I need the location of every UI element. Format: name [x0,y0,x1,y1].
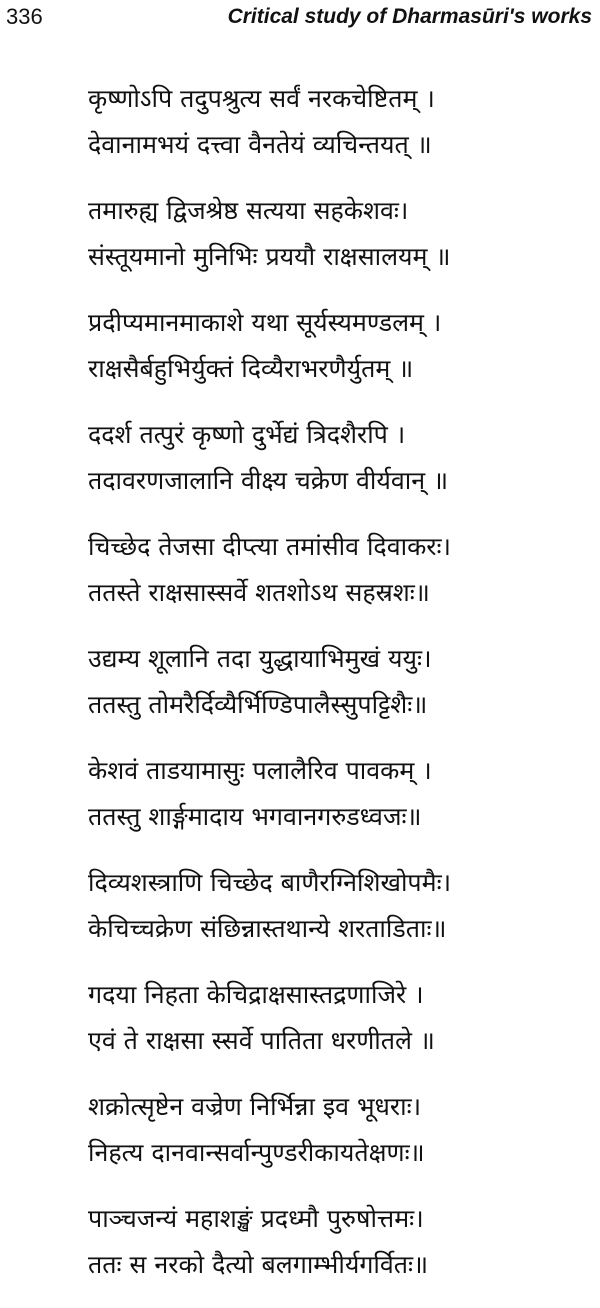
verse-line: केचिच्चक्रेण संछिन्नास्तथान्ये शरताडिताः॥ [88,914,447,943]
verse-line: कृष्णोऽपि तदुपश्रुत्य सर्वं नरकचेष्टितम् । [88,84,435,113]
verse-line: तदावरणजालानि वीक्ष्य चक्रेण वीर्यवान् ॥ [88,466,449,495]
verse-line: ततस्तु तोमरैर्दिव्यैर्भिण्डिपालैस्सुपट्टिशैः॥ [88,690,428,719]
verse-line: प्रदीप्यमानमाकाशे यथा सूर्यस्यमण्डलम् । [88,308,442,337]
verse-line: एवं ते राक्षसा स्सर्वे पातिता धरणीतले ॥ [88,1026,435,1055]
verse-line: केशवं ताडयामासुः पलालैरिव पावकम् । [88,756,432,785]
verse-list [88,76,600,1308]
verse-line: ततस्ते राक्षसास्सर्वे शतशोऽथ सहस्रशः॥ [88,578,430,607]
page-header [0,4,600,36]
verse-10 [88,1084,600,1196]
verse-9 [88,972,600,1084]
verse-line: दिव्यशस्त्राणि चिच्छेद बाणैरग्निशिखोपमैः। [88,868,452,897]
verse-2 [88,188,600,300]
verse-6 [88,636,600,748]
verse-line: गदया निहता केचिद्राक्षसास्तद्रणाजिरे । [88,980,424,1009]
verse-3 [88,300,600,412]
verse-11 [88,1196,600,1308]
verse-line: ततस्तु शार्ङ्गमादाय भगवानगरुडध्वजः॥ [88,802,422,831]
verse-line: उद्यम्य शूलानि तदा युद्धायाभिमुखं ययुः। [88,644,432,673]
verse-line: पाञ्चजन्यं महाशङ्खं प्रदध्मौ पुरुषोत्तमः। [88,1204,424,1233]
verse-line: निहत्य दानवान्सर्वान्पुण्डरीकायतेक्षणः॥ [88,1138,425,1167]
running-title: Critical study of Dharmasūri's works [227,5,592,28]
verse-7 [88,748,600,860]
verse-line: ददर्श तत्पुरं कृष्णो दुर्भेद्यं त्रिदशैरपि । [88,420,406,449]
verse-line: शक्रोत्सृष्टेन वज्रेण निर्भिन्ना इव भूधराः। [88,1092,422,1121]
verse-4 [88,412,600,524]
verse-line: तमारुह्य द्विजश्रेष्ठ सत्यया सहकेशवः। [88,196,409,225]
verse-5 [88,524,600,636]
verse-1 [88,76,600,188]
verse-line: राक्षसैर्बहुभिर्युक्तं दिव्यैराभरणैर्युतम् ॥ [88,354,414,383]
page-number: 336 [6,4,43,29]
verse-8 [88,860,600,972]
verse-line: देवानामभयं दत्त्वा वैनतेयं व्यचिन्तयत् ॥ [88,130,432,159]
verse-line: ततः स नरको दैत्यो बलगाम्भीर्यगर्वितः॥ [88,1250,429,1279]
verse-line: चिच्छेद तेजसा दीप्त्या तमांसीव दिवाकरः। [88,532,452,561]
verse-line: संस्तूयमानो मुनिभिः प्रययौ राक्षसालयम् ॥ [88,242,451,271]
